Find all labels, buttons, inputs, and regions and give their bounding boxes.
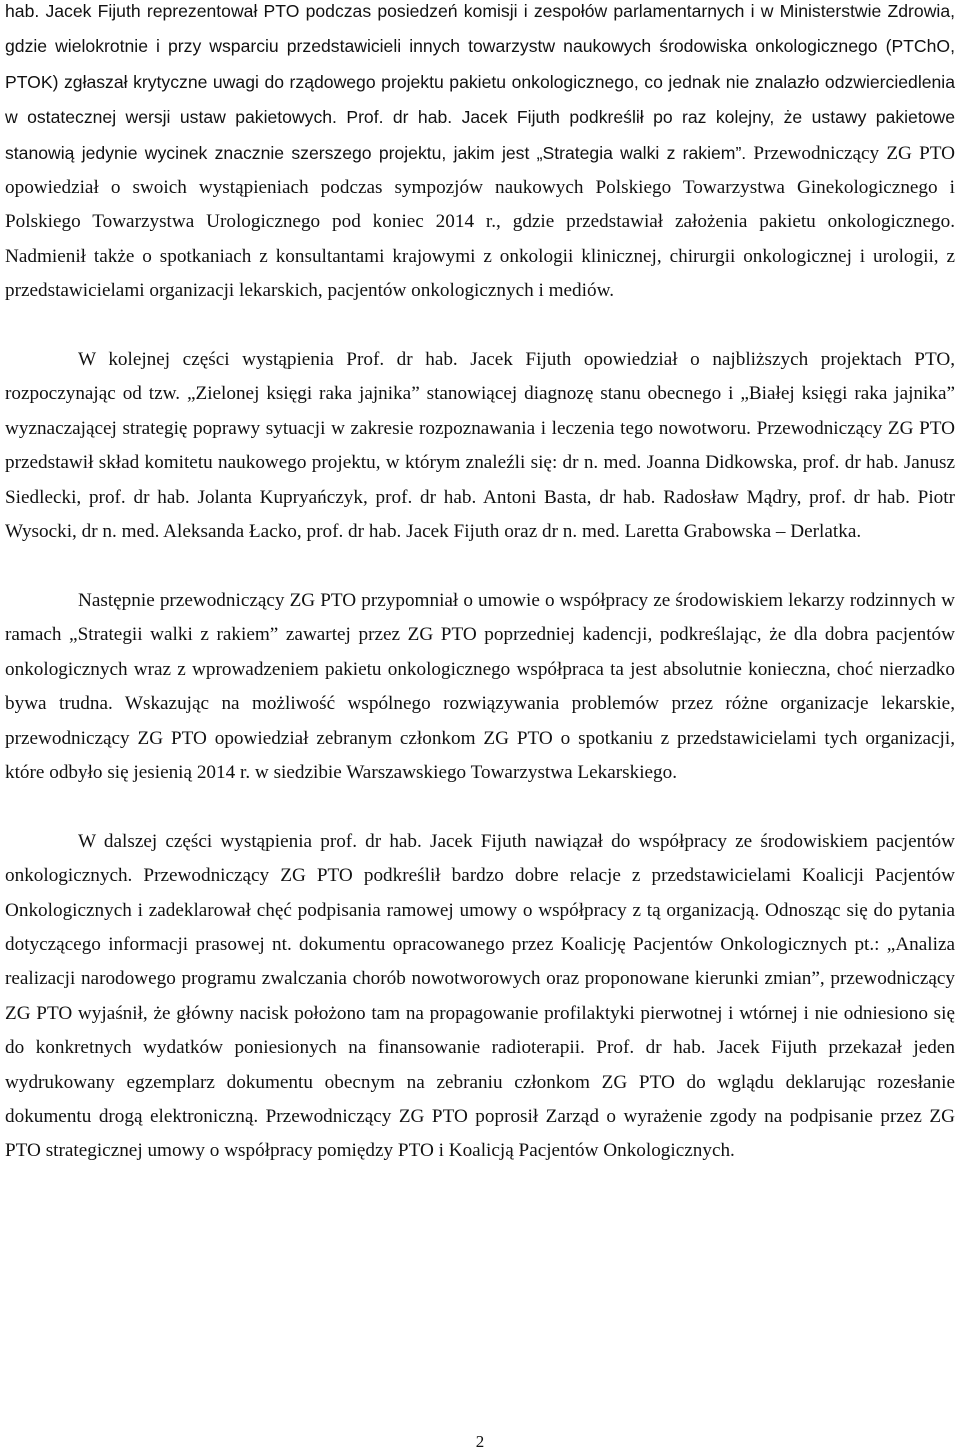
page-number: 2 xyxy=(475,1432,485,1451)
paragraph-1-part-2: Przewodniczący ZG PTO opowiedział o swoich wystąpieniach podczas sympozjów naukowych Polskiego Towarzystwa Ginekologicznego i Polskiego Towarzystwa Urologicznego pod koniec 2014 r., gdzie przedstawiał założenia pakietu onkologicznego. xyxy=(5,142,956,233)
paragraph-4: W dalszej części wystąpienia prof. dr hab. Jacek Fijuth nawiązał do współpracy ze środowiskiem pacjentów onkologicznych. Przewodniczący ZG PTO podkreślił bardzo dobre relacje z przedstawicielami Koalicji Pacjentów Onkologicznych i zadeklarował chęć podpisania ramowej umowy o współpracy z tą organizacją. Odnosząc się do pytania dotyczącego informacji prasowej nt. dokumentu opracowanego przez Koalicję Pacjentów Onkologicznych pt.: „Analiza realizacji narodowego programu zwalczania chorób nowotworowych oraz proponowane kierunki zmian”, przewodniczący ZG PTO wyjaśnił, że główny nacisk położono tam na propagowanie profilaktyki pierwotnej i wtórnej i nie odniesiono się do konkretnych wydatków poniesionych na finansowanie radioterapii. Prof. dr hab. Jacek Fijuth przekazał jeden wydrukowany egzemplarz dokumentu obecnym na zebraniu członkom ZG PTO do wglądu deklarując rozesłanie dokumentu drogą elektroniczną. Przewodniczący ZG PTO poprosił Zarząd o wyrażenie zgody na podpisanie przez ZG PTO strategicznej umowy o współpracy pomiędzy PTO i Koalicją Pacjentów Onkologicznych. xyxy=(5,830,955,1162)
paragraph-3: Następnie przewodniczący ZG PTO przypomniał o umowie o współpracy ze środowiskiem lekarzy rodzinnych w ramach „Strategii walki z rakiem” zawartej przez ZG PTO poprzedniej kadencji, podkreślając, że dla dobra pacjentów onkologicznych wraz z wprowadzeniem pakietu onkologicznego współpraca ta jest absolutnie konieczna, choć nierzadko bywa trudna. Wskazując na możliwość wspólnego rozwiązywania problemów przez różne organizacje lekarskie, przewodniczący ZG PTO opowiedział zebranym członkom ZG PTO o spotkaniu z przedstawicielami tych organizacji, które odbyło się jesienią 2014 r. w siedzibie Warszawskiego Towarzystwa Lekarskiego. xyxy=(5,589,955,783)
paragraph-1-part-1: hab. Jacek Fijuth reprezentował PTO podczas posiedzeń komisji i zespołów parlamentarnych i w Ministerstwie Zdrowia, gdzie wielokrotnie i przy wsparciu przedstawicieli innych towarzystw naukowych środowiska onkologicznego (PTChO, PTOK) zgłaszał krytyczne uwagi do rządowego projektu pakietu onkologicznego, co jednak nie znalazło odzwierciedlenia w ostatecznej wersji ustaw pakietowych. Prof. dr hab. Jacek Fijuth podkreślił po raz kolejny, że ustawy pakietowe stanowią jedynie wycinek znacznie szerszego projektu, jakim jest „Strategia walki z rakiem”. xyxy=(5,1,955,163)
paragraph-2: W kolejnej części wystąpienia Prof. dr hab. Jacek Fijuth opowiedział o najbliższych projektach PTO, rozpoczynając od tzw. „Zielonej księgi raka jajnika” stanowiącej diagnozę stanu obecnego i „Białej księgi raka jajnika” wyznaczającej strategię poprawy sytuacji w zakresie rozpoznawania i leczenia tego nowotworu. Przewodniczący ZG PTO przedstawił skład komitetu naukowego projektu, w którym znaleźli się: dr n. med. Joanna Didkowska, prof. dr hab. Janusz Siedlecki, prof. dr hab. Jolanta Kupryańczyk, prof. dr hab. Antoni Basta, dr hab. Radosław Mądry, prof. dr hab. Piotr Wysocki, dr n. med. Aleksanda Łacko, prof. dr hab. Jacek Fijuth oraz dr n. med. Laretta Grabowska – Derlatka. xyxy=(5,349,955,543)
paragraph-1-part-3: Nadmienił także o spotkaniach z konsultantami krajowymi z onkologii klinicznej, chirurgii onkologicznej i urologii, z przedstawicielami organizacji lekarskich, pacjentów onkologicznych i mediów. xyxy=(5,245,955,302)
paragraph-1 xyxy=(5,0,955,309)
paragraph-spacer xyxy=(5,309,955,343)
paragraph-spacer xyxy=(5,549,955,583)
document-page xyxy=(5,0,955,1169)
paragraph-spacer xyxy=(5,790,955,824)
